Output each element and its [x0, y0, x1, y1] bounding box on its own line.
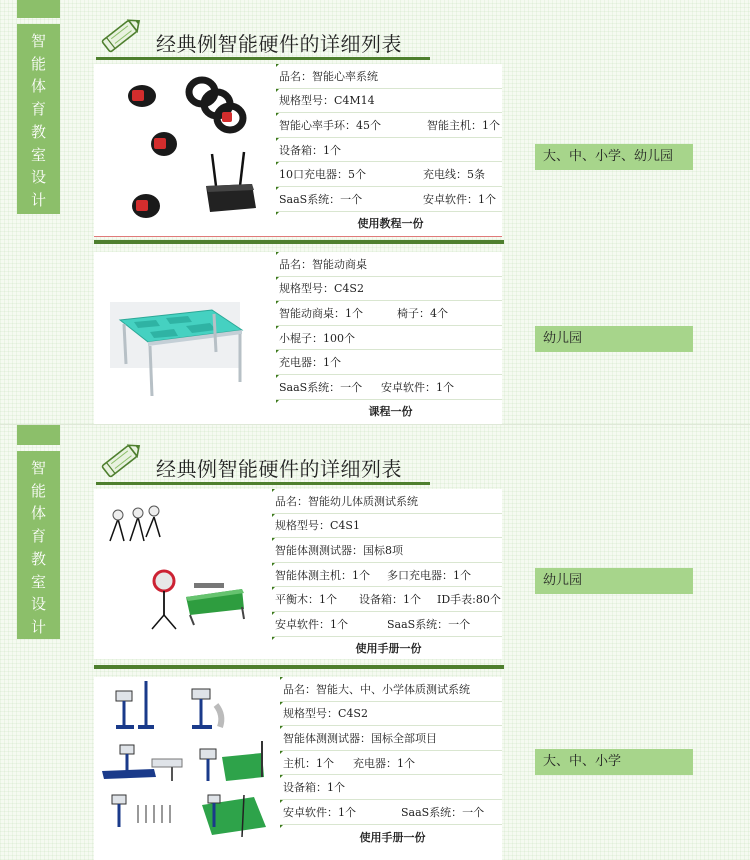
- target-label: 幼儿园: [535, 326, 693, 352]
- section-heading: [96, 437, 430, 485]
- spec-row: 主机：1个 充电器：1个: [280, 751, 502, 776]
- side-tab-char: 智: [30, 32, 46, 50]
- spec-footer: 课程一份: [276, 400, 502, 423]
- test-station-icon: [202, 795, 266, 837]
- side-tab-char: 计: [30, 190, 46, 209]
- side-tab-char: 计: [30, 617, 46, 636]
- spec-row: 平衡木：1个 设备箱：1个 ID手表:80个: [272, 587, 502, 612]
- spec-table-smart-desk: [276, 252, 502, 423]
- side-tab-char: 室: [30, 572, 46, 591]
- side-tab-char: 体: [30, 77, 46, 96]
- pencil-icon: [98, 437, 144, 483]
- side-tab-char: 能: [30, 54, 46, 73]
- product-image-kids-fitness: [94, 489, 272, 659]
- side-tab-char: 室: [30, 145, 46, 164]
- wristband-icon: [132, 194, 160, 218]
- side-tab-char: 设: [30, 168, 46, 187]
- product-card-heart-rate: [94, 64, 502, 236]
- spec-table-kids-fitness: [272, 489, 502, 659]
- wristband-icon: [128, 85, 156, 107]
- heading-underline: [96, 57, 430, 60]
- spec-footer: 使用教程一份: [276, 212, 502, 235]
- side-tab-char: 育: [30, 100, 46, 119]
- pencil-icon: [98, 12, 144, 58]
- spec-row: 智能动商桌：1个 椅子：4个: [276, 301, 502, 326]
- spec-row: 品名：智能大、中、小学体质测试系统: [280, 677, 502, 702]
- product-card-smart-desk: [94, 252, 502, 424]
- spec-row: SaaS系统：一个 安卓软件：1个: [276, 375, 502, 400]
- product-image-smart-desk: [94, 252, 270, 424]
- spec-row: 智能体测测试器：国标全部项目: [280, 726, 502, 751]
- desk-icon: [94, 252, 270, 424]
- router-icon: [206, 152, 256, 212]
- spec-row: 规格型号：C4S2: [276, 277, 502, 302]
- side-tab: [17, 451, 60, 639]
- spec-row: 10口充电器：5个 充电线：5条: [276, 162, 502, 187]
- spec-row: 设备箱：1个: [276, 138, 502, 163]
- tripod-sensor-icon: [110, 506, 160, 541]
- test-station-icon: [192, 689, 221, 729]
- divider-accent: [94, 236, 502, 237]
- spec-row: SaaS系统：一个 安卓软件：1个: [276, 187, 502, 212]
- test-station-icon: [102, 745, 182, 781]
- target-label: 幼儿园: [535, 568, 693, 594]
- spec-table-school-fitness: [280, 677, 502, 849]
- side-tab-char: 教: [30, 549, 46, 568]
- product-image-heart-rate: [94, 64, 270, 236]
- section-2: [0, 424, 750, 860]
- side-tab-char: 育: [30, 527, 46, 546]
- test-station-icon: [116, 681, 154, 729]
- spec-footer: 使用手册一份: [280, 825, 502, 849]
- spec-row: 设备箱：1个: [280, 775, 502, 800]
- section-1: [0, 0, 750, 424]
- spec-row: 规格型号：C4S2: [280, 702, 502, 727]
- spec-row: 品名：智能心率系统: [276, 64, 502, 89]
- target-label: 大、中、小学: [535, 749, 693, 775]
- side-tab-char: 教: [30, 122, 46, 141]
- target-label: 大、中、小学、幼儿园: [535, 144, 693, 170]
- spec-footer: 使用手册一份: [272, 637, 502, 659]
- product-card-kids-fitness: [94, 489, 502, 659]
- spec-row: 智能心率手环：45个 智能主机：1个: [276, 113, 502, 138]
- wristband-icon: [151, 132, 177, 156]
- test-station-icon: [112, 795, 170, 827]
- side-tab-char: 设: [30, 595, 46, 614]
- balance-beam-icon: [152, 571, 244, 629]
- spec-row: 安卓软件：1个 SaaS系统：一个: [272, 612, 502, 637]
- side-tab-cap: [17, 0, 60, 18]
- page-title: 经典例智能硬件的详细列表: [156, 457, 402, 481]
- spec-row: 安卓软件：1个 SaaS系统：一个: [280, 800, 502, 825]
- spec-row: 充电器：1个: [276, 350, 502, 375]
- page-title: 经典例智能硬件的详细列表: [156, 32, 402, 56]
- side-tab-char: 体: [30, 504, 46, 523]
- side-tab-char: 智: [30, 459, 46, 477]
- product-card-school-fitness: [94, 677, 502, 860]
- card-divider: [94, 665, 504, 669]
- spec-row: 品名：智能幼儿体质测试系统: [272, 489, 502, 514]
- spec-row: 智能体测主机：1个 多口充电器：1个: [272, 563, 502, 588]
- side-tab: [17, 24, 60, 214]
- spec-row: 规格型号：C4S1: [272, 514, 502, 539]
- spec-row: 小棍子：100个: [276, 326, 502, 351]
- spec-table-heart-rate: [276, 64, 502, 235]
- spec-row: 规格型号：C4M14: [276, 89, 502, 114]
- spec-row: 智能体测测试器：国标8项: [272, 538, 502, 563]
- side-tab-char: 能: [30, 481, 46, 500]
- product-image-school-fitness: [94, 677, 280, 860]
- card-divider: [94, 240, 504, 244]
- side-tab-cap: [17, 425, 60, 445]
- test-station-icon: [200, 741, 264, 781]
- wristband-stack-icon: [189, 80, 243, 130]
- section-heading: [96, 12, 430, 60]
- spec-row: 品名：智能动商桌: [276, 252, 502, 277]
- heading-underline: [96, 482, 430, 485]
